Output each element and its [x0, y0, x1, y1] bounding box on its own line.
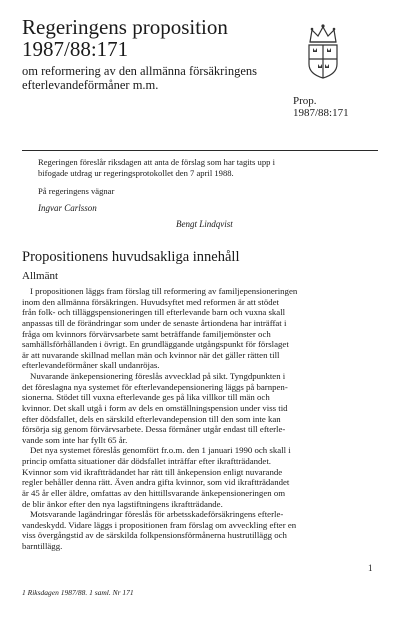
page-number: 1	[368, 563, 373, 573]
body-line: vande som inte har fyllt 65 år.	[22, 434, 128, 445]
prop-label: Prop.	[293, 95, 317, 107]
body-line: vandeskydd. Vidare läggs i propositionen fram förslag om avveckling efter en	[22, 519, 297, 530]
body-line: fråga om kvinnors förvärvsarbete samt beträffande familjemönster och	[22, 328, 271, 339]
document-subtitle	[22, 64, 292, 92]
body-line: samhällsförhållanden i övrigt. En grundläggande utgångspunkt för förslaget	[22, 339, 289, 350]
subtitle-line-2: efterlevandeförmåner m.m.	[22, 78, 159, 92]
section-subheading: Allmänt	[22, 270, 59, 282]
body-line: Motsvarande lagändringar föreslås för arbetsskadeförsäkringens efterle-	[30, 509, 284, 520]
body-line: princip omfatta situationer där dödsfallet inträffar efter ikraftträdandet.	[22, 456, 271, 466]
subtitle-line-1: om reformering av den allmänna försäkringens	[22, 64, 257, 78]
body-line: de blir änkor efter den nya lagstiftningens ikraftträdande.	[22, 498, 223, 509]
body-line: I propositionen läggs fram förslag till reformering av familjepensioneringen	[30, 286, 298, 296]
body-line: från folk- och tilläggspensioneringen till efterlevande barn och vuxna skall	[22, 307, 286, 318]
body-line: Det nya systemet föreslås genomfört fr.o.m. den 1 januari 1990 och skall i	[30, 445, 291, 456]
header-divider	[22, 150, 378, 151]
title-line-1: Regeringens proposition	[22, 15, 228, 39]
body-line: inom den allmänna försäkringen. Huvudsyftet med reformen är att stödet	[22, 296, 279, 307]
section-heading: Propositionens huvudsakliga innehåll	[22, 249, 240, 265]
coat-of-arms-icon	[300, 22, 346, 80]
body-line: regler behåller denna rätt. Även andra gifta kvinnor, som vid ikraftträdandet	[22, 477, 290, 488]
body-line: efterlevandeförmåner skall undanröjas.	[22, 360, 160, 371]
body-line: viss övergångstid av de särskilda folkpensionsförmånerna hustrutillägg och	[22, 530, 287, 541]
section-body	[22, 286, 322, 552]
on-behalf-line: På regeringens vägnar	[38, 186, 115, 196]
proposition-reference	[293, 95, 349, 119]
intro-line-2: bifogade utdrag ur regeringsprotokollet den 7 april 1988.	[38, 168, 234, 178]
body-line: Nuvarande änkepensionering föreslås avvecklad på sikt. Tyngdpunkten i	[30, 371, 286, 381]
intro-line-1: Regeringen föreslår riksdagen att anta de förslag som har tagits upp i	[38, 157, 275, 167]
intro-paragraph	[38, 157, 378, 179]
body-line: kvinnor. Det skall utgå i form av dels en omställningspension under viss tid	[22, 402, 288, 413]
body-line: barntillägg.	[22, 541, 63, 551]
document-title	[22, 16, 292, 60]
signatory-2: Bengt Lindqvist	[176, 219, 233, 229]
body-line: Kvinnor som vid ikraftträdandet har rätt till änkepension enligt nuvarande	[22, 466, 283, 477]
prop-number: 1987/88:171	[293, 107, 349, 119]
body-line: är att nuvarande skillnad mellan män och kvinnor när det gäller rätten till	[22, 349, 280, 360]
page-footer: 1 Riksdagen 1987/88. 1 saml. Nr 171	[22, 588, 134, 597]
body-line: det föreslagna nya systemet för efterlevandepensionering läggs på barnpen-	[22, 381, 288, 392]
body-line: efter dödsfallet, dels en särskild efterlevandepension till den som inte kan	[22, 413, 281, 424]
signatory-1: Ingvar Carlsson	[38, 203, 97, 213]
body-line: försörja sig genom förvärvsarbete. Dessa förmåner utgår endast till efterle-	[22, 424, 286, 435]
title-line-2: 1987/88:171	[22, 37, 129, 61]
body-line: sionerna. Stödet till vuxna efterlevande ges på lika villkor till män och	[22, 392, 270, 403]
body-line: anpassas till de förändringar som under de senaste årtiondena har inträffat i	[22, 317, 287, 328]
body-line: är 45 år eller äldre, omfattas av den hittillsvarande änkepensioneringen om	[22, 487, 286, 498]
